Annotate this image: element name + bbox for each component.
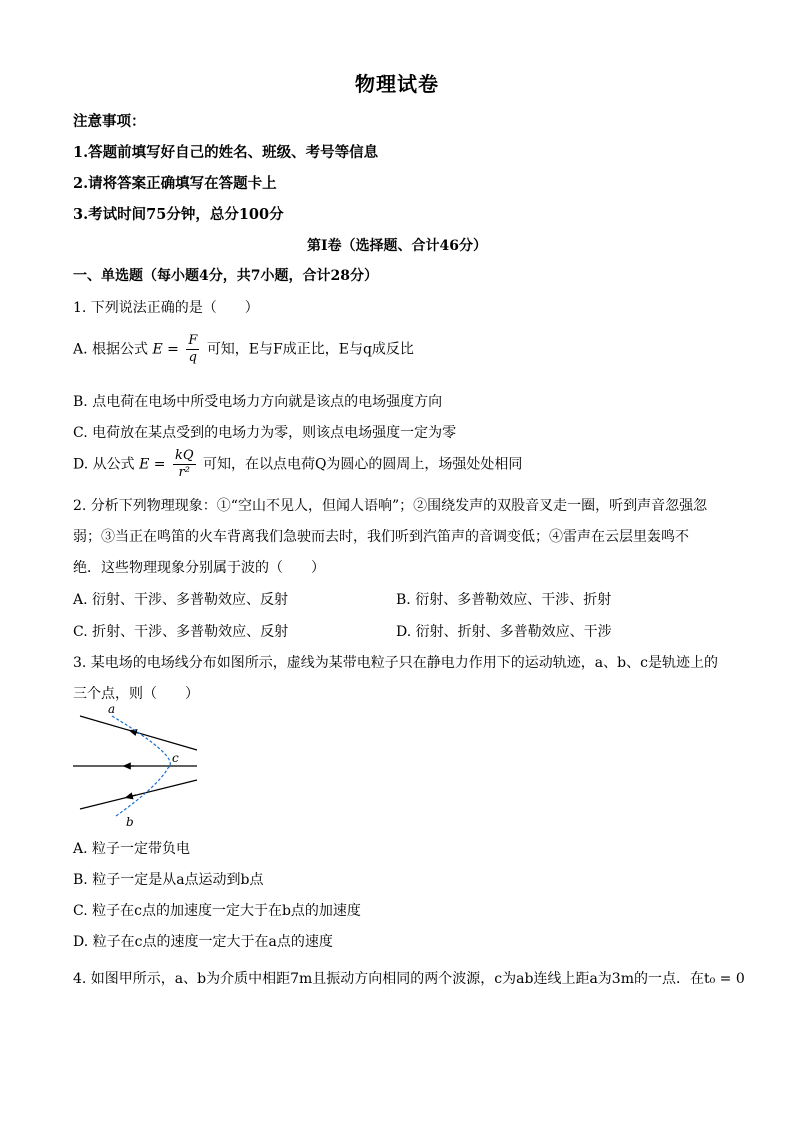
question-1-option-c: C. 电荷放在某点受到的电场力为零，则该点电场强度一定为零 <box>73 425 457 441</box>
question-2-option-b: B. 衍射、多普勒效应、干涉、折射 <box>396 592 612 608</box>
question-1-option-d <box>73 448 522 481</box>
option-text: 可知，E与F成正比，E与q成反比 <box>206 341 414 358</box>
formula-fraction <box>173 448 196 481</box>
question-3-option-b: B. 粒子一定是从a点运动到b点 <box>73 872 264 888</box>
question-1-option-b: B. 点电荷在电场中所受电场力方向就是该点的电场强度方向 <box>73 394 443 410</box>
question-2-stem-line: 2. 分析下列物理现象：①“空山不见人，但闻人语响”；②围绕发声的双股音叉走一圈，听到声音忽强忽 <box>73 498 708 514</box>
fraction-numerator: F <box>188 333 198 348</box>
notice-item: 1.答题前填写好自己的姓名、班级、考号等信息 <box>73 144 379 161</box>
page-title: 物理试卷 <box>355 72 439 96</box>
question-3-option-a: A. 粒子一定带负电 <box>73 841 191 857</box>
question-1-stem: 1. 下列说法正确的是（ ） <box>73 300 259 316</box>
formula-fraction <box>186 333 199 366</box>
fraction-denominator: r² <box>178 465 190 480</box>
section-title: 第I卷（选择题、合计46分） <box>306 238 488 254</box>
question-2-stem-line: 绝．这些物理现象分别属于波的（ ） <box>73 560 325 576</box>
notice-heading: 注意事项： <box>73 113 146 130</box>
field-line-bottom <box>80 780 197 809</box>
question-3-stem-line: 三个点，则（ ） <box>73 686 199 702</box>
option-text: D. 从公式 <box>73 456 135 473</box>
fraction-numerator: kQ <box>174 448 194 463</box>
formula-lhs: E = <box>139 456 166 473</box>
question-3-stem-line: 3. 某电场的电场线分布如图所示，虚线为某带电粒子只在静电力作用下的运动轨迹，a、b、c是轨迹上的 <box>73 655 718 671</box>
option-text: A. 根据公式 <box>73 341 149 358</box>
part-heading: 一、单选题（每小题4分，共7小题，合计28分） <box>73 268 378 284</box>
option-text: 可知，在以点电荷Q为圆心的圆周上，场强处处相同 <box>202 456 523 473</box>
notice-item: 2.请将答案正确填写在答题卡上 <box>73 175 277 192</box>
question-1-option-a <box>73 333 414 366</box>
electric-field-figure <box>70 702 205 830</box>
question-2-option-c: C. 折射、干涉、多普勒效应、反射 <box>73 624 289 640</box>
question-2-option-d: D. 衍射、折射、多普勒效应、干涉 <box>396 624 612 640</box>
point-label-b: b <box>126 815 134 829</box>
question-2-stem-line: 弱；③当正在鸣笛的火车背离我们急驶而去时，我们听到汽笛声的音调变低；④雷声在云层里轰鸣不 <box>73 529 689 545</box>
point-label-a: a <box>108 702 116 716</box>
question-4-stem-line: 4. 如图甲所示，a、b为介质中相距7m且振动方向相同的两个波源，c为ab连线上距a为3m的一点．在t₀ = 0 <box>73 971 745 987</box>
notice-item: 3.考试时间75分钟，总分100分 <box>73 206 284 223</box>
fraction-denominator: q <box>188 350 197 365</box>
question-2-option-a: A. 衍射、干涉、多普勒效应、反射 <box>73 592 289 608</box>
formula-lhs: E = <box>152 341 179 358</box>
question-3-option-d: D. 粒子在c点的速度一定大于在a点的速度 <box>73 934 333 950</box>
question-3-option-c: C. 粒子在c点的加速度一定大于在b点的加速度 <box>73 903 361 919</box>
point-label-c: c <box>172 751 179 765</box>
